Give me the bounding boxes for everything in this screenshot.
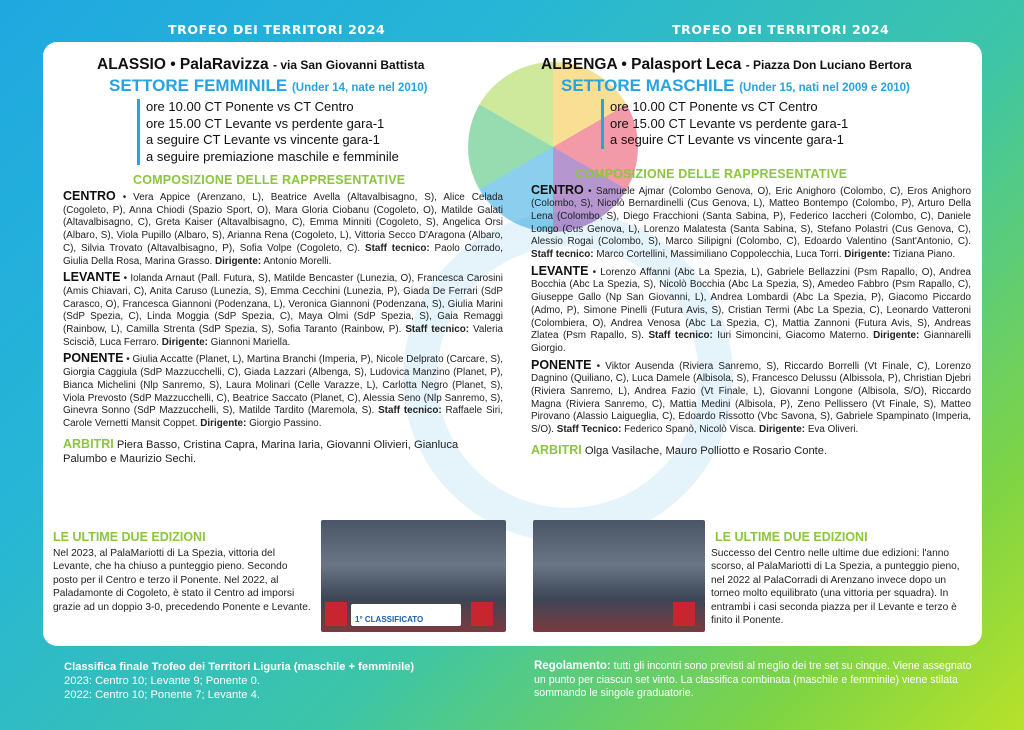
venue-title [531,56,971,74]
rules-text: tutti gli incontri sono previsti al meglio dei tre set su cinque. Viene assegnato un punto per ciascun set vinto. La classifica combinata (maschile e femminile) viene stilata sommando le singole graduatorie. [534,660,972,699]
composition-title: COMPOSIZIONE DELLE RAPPRESENTATIVE [575,166,848,181]
composition-title: COMPOSIZIONE DELLE RAPPRESENTATIVE [133,173,406,187]
program-line: ore 15.00 CT Levante vs perdente gara-1 [610,115,849,131]
team-roster: • Lorenzo Affanni (Abc La Spezia, L), Gabriele Bellazzini (Psm Rapallo, O), Andrea Bocchia (Abc La Spezia, S), Nicolò Bocchia (Abc La Spezia, S), Amedeo Fabbro (Psm Rapallo, C), Giuseppe Gallo (Np San Giovanni, L), Andrea Lombardi (Abc La Spezia, P), Giacomo Piccardo (Admo, P), Simone Pinelli (Futura Avis, S), Cristian Termi (Abc La Spezia, C), Leonardo Vatteroni (Colombiera, O), Andrea Venosa (Abc La Spezia, C), Mattia Zannoni (Futura Avis, S), Andreas Zlatea (Psm Rapallo, S). [531,266,971,342]
program-line: a seguire CT Levante vs vincente gara-1 [610,132,844,147]
program-line: a seguire premiazione maschile e femminile [146,148,399,164]
staff-label: Staff tecnico: [648,330,713,342]
footer-standings-line: 2023: Centro 10; Levante 9; Ponente 0. [64,675,260,687]
venue-address: - Piazza Don Luciano Bertora [745,58,912,72]
director-name: Antonio Morelli. [263,255,332,267]
header-right: TROFEO DEI TERRITORI 2024 [672,22,890,37]
team-roster: • Vera Appice (Arenzano, L), Beatrice Avella (Altavalbisagno, S), Alice Celada (Cogoleto, P), Anna Chiodi (Spazio Sport, O), Mara Gloria Ciobanu (Cogoleto, O), Matilde Galati (Altavalbisagno, C), Greta Kaiser (Altavalbisagno, C), Emma Minniti (Cogoleto, S), Angelica Orsi (Albaro, S), Viola Pupillo (Albaro, S), Arianna Rena (Cogoleto, L), Vittoria Secco D'Aragona (Albaro, C), Silvia Trovato (Altavalbisagno, P), Sofia Volpe (Cogoleto, C). [63,192,503,254]
referees [63,437,503,466]
sector-title: SETTORE FEMMINILE [109,76,288,95]
director-label: Dirigente: [758,424,806,436]
staff-names: Iuri Simoncini, Giacomo Materno. [717,330,869,342]
team-roster: • Giulia Accatte (Planet, L), Martina Branchi (Imperia, P), Nicole Delprato (Carcare, S), Giorgia Caggiula (SdP Mazzucchelli, C), Giada Lazzari (Albenga, S), Ludovica Manzino (Planet, P), Bianca Michelini (Nlp Sanremo, S), Laura Molinari (Celle Varazze, L), Carlotta Negro (Planet, S), Viola Prevosto (SdP Mazzucchelli, C), Beatrice Saccato (Planet, C), Alessia Seno (Nlp Sanremo, S), Ginevra Sonno (SdP Mazzucchelli, S), Matilde Tardito (Maremola, S). [63,354,503,417]
last-editions-text: Nel 2023, al PalaMariotti di La Spezia, vittoria del Levante, che ha chiuso a punteggio pieno. Secondo posto per il Centro e terzo il Ponente. Nel 2022, al Paladamonte di Cogoleto, è stato il Centro ad imporsi grazie ad un doppio 3-0, precedendo Ponente e Levante. [53,548,311,613]
team-label: CENTRO [63,189,116,203]
venue-name: ALBENGA • Palasport Leca [541,56,742,73]
sector-heading [531,76,971,96]
director-name: Giannoni Mariella. [210,336,291,348]
left-column [63,56,503,466]
staff-label: Staff tecnico: [378,405,442,417]
staff-label: Staff tecnico: [405,324,470,336]
team-photo [321,520,506,632]
sector-note: (Under 15, nati nel 2009 e 2010) [739,82,910,94]
footer-standings-line: 2022: Centro 10; Ponente 7; Levante 4. [64,689,260,701]
team-label: LEVANTE [531,263,589,278]
director-name: Tiziana Piano. [892,249,956,261]
staff-names: Federico Spanò, Nicolò Visca. [624,424,757,436]
sector-title: SETTORE MASCHILE [561,76,735,95]
team-roster: • Viktor Ausenda (Riviera Sanremo, S), Riccardo Borrelli (Vt Finale, C), Lorenzo Dagnino (Quiliano, C), Luca Damele (Albisola, S), Francesco Delussu (Albissola, P), Christian Djebri (Riviera Sanremo, L), Andrea Fazio (Vt Finale, L), Giovanni Longone (Albisola, S/O), Riccardo Magna (Riviera Sanremo, C), Mattia Medini (Albisola, P), Zeno Pellissero (Vt Finale, S), Matteo Pirovano (Alassio Laigueglia, C), Edoardo Rissotto (Vbc Savona, S), Gabriele Spampinato (Imperia, S/O). [531,360,971,436]
last-editions-text: Successo del Centro nelle ultime due edizioni: l'anno scorso, al PalaMariotti di La Spezia, a punteggio pieno, nel 2022 al PalaCorradi di Arenzano invece dopo un torneo molto equilibrato (una vittoria per squadra). In entrambi i casi seconda piazza per il Levante e terzo è finito il Ponente. [711,548,960,627]
team-ponente [63,352,503,430]
last-editions-title: LE ULTIME DUE EDIZIONI [715,530,868,544]
team-roster: • Iolanda Arnaut (Pall. Futura, S), Matilde Bencaster (Lunezia, O), Francesca Carosini (Amis Chiavari, C), Anita Caruso (Lunezia, S), Emma Cecchini (Lunezia, P), Giada De Ferrari (SdP Carasco, O), Francesca Giannoni (Podenzana, L), Veronica Giannoni (Podenzana, S), Giulia Marini (SdP Spezia, C), Linda Moggia (SdP Spezia, C), Maya Olmi (SdP Spezia, S), Gaia Remaggi (Rainbow, L), Camilla Strenta (SdP Spezia, S), Sofia Taranto (Rainbow, P). [63,273,503,336]
staff-label: Staff tecnico: [365,242,430,254]
venue-name: ALASSIO • PalaRavizza [97,56,269,73]
footer-left [64,660,494,702]
staff-names: Paolo Corrado, Giulia Della Rosa, Marina Grasso. [63,242,504,267]
team-label: PONENTE [63,351,124,366]
director-label: Dirigente: [844,249,891,261]
team-levante [63,271,503,349]
team-levante [531,265,971,356]
referees-names: Olga Vasilache, Mauro Polliotto e Rosario Conte. [584,444,828,457]
main-card [43,42,982,646]
program-line: a seguire CT Levante vs vincente gara-1 [146,132,380,147]
team-centro [531,184,971,262]
program-line: ore 10.00 CT Ponente vs CT Centro [146,99,354,114]
director-name: Giorgio Passino. [249,417,322,429]
last-editions-title: LE ULTIME DUE EDIZIONI [53,530,206,544]
finale-sign [471,602,493,626]
program [137,99,503,165]
venue-address: - via San Giovanni Battista [273,58,425,72]
team-label: CENTRO [531,182,584,197]
staff-label: Staff tecnico: [531,249,594,261]
referees-label: ARBITRI [531,442,582,457]
director-label: Dirigente: [873,330,920,342]
director-label: Dirigente: [200,417,247,429]
team-centro [63,190,503,268]
team-label: LEVANTE [63,270,121,285]
program-line: ore 10.00 CT Ponente vs CT Centro [610,99,818,114]
staff-names: Marco Cortellini, Massimiliano Coppolecchia, Luca Torri. [596,249,842,261]
director-name: Giannarelli Giorgio. [531,330,971,354]
program [601,99,971,149]
director-label: Dirigente: [215,255,262,267]
sector-note: (Under 14, nate nel 2010) [291,82,428,94]
footer-right [534,660,974,701]
referees-names: Piera Basso, Cristina Capra, Marina Iaria, Giovanni Olivieri, Gianluca Palumbo e Maurizio Sechi. [63,438,459,465]
team-roster: • Samuele Ajmar (Colombo Genova, O), Eric Anighoro (Colombo, C), Eros Anighoro (Colombo, S), Nicolò Bernardinelli (Cus Genova, L), Matteo Bontempo (Colombo, P), Arturo Della Lena (Colombo, S), Diego Fracchioni (Santa Sabina, P), Federico Iaccheri (Colombo, C), Daniele Longo (Cus Genova, L), Lorenzo Malatesta (Santa Sabina, S), Stefano Polastri (Cus Genova, C), Alessio Rogai (Colombo, S), Marco Silipigni (Colombo, C), Edoardo Valentino (Sant'Antonio, C). [531,185,971,248]
director-name: Eva Oliveri. [807,424,859,436]
staff-label: Staff Tecnico: [556,424,622,436]
photo-banner-label: 1° CLASSIFICATO [355,615,424,624]
team-photo [533,520,705,632]
referees [531,443,971,458]
team-label: PONENTE [531,357,592,372]
program-line: ore 15.00 CT Levante vs perdente gara-1 [146,115,385,131]
right-column [531,56,971,458]
director-label: Dirigente: [161,336,208,348]
sector-heading [63,76,503,96]
venue-title [63,56,503,74]
footer-standings-title: Classifica finale Trofeo dei Territori Liguria (maschile + femminile) [64,661,415,673]
finale-sign [325,602,347,626]
rules-label: Regolamento: [534,660,611,672]
header-left: TROFEO DEI TERRITORI 2024 [168,22,386,37]
staff-names: Valeria Sciscið, Luca Ferraro. [63,324,503,348]
team-ponente [531,359,971,437]
staff-names: Raffaele Siri, Carole Vernetti Mansit Coppet. [63,405,503,429]
referees-label: ARBITRI [63,436,114,451]
finale-sign [673,602,695,626]
